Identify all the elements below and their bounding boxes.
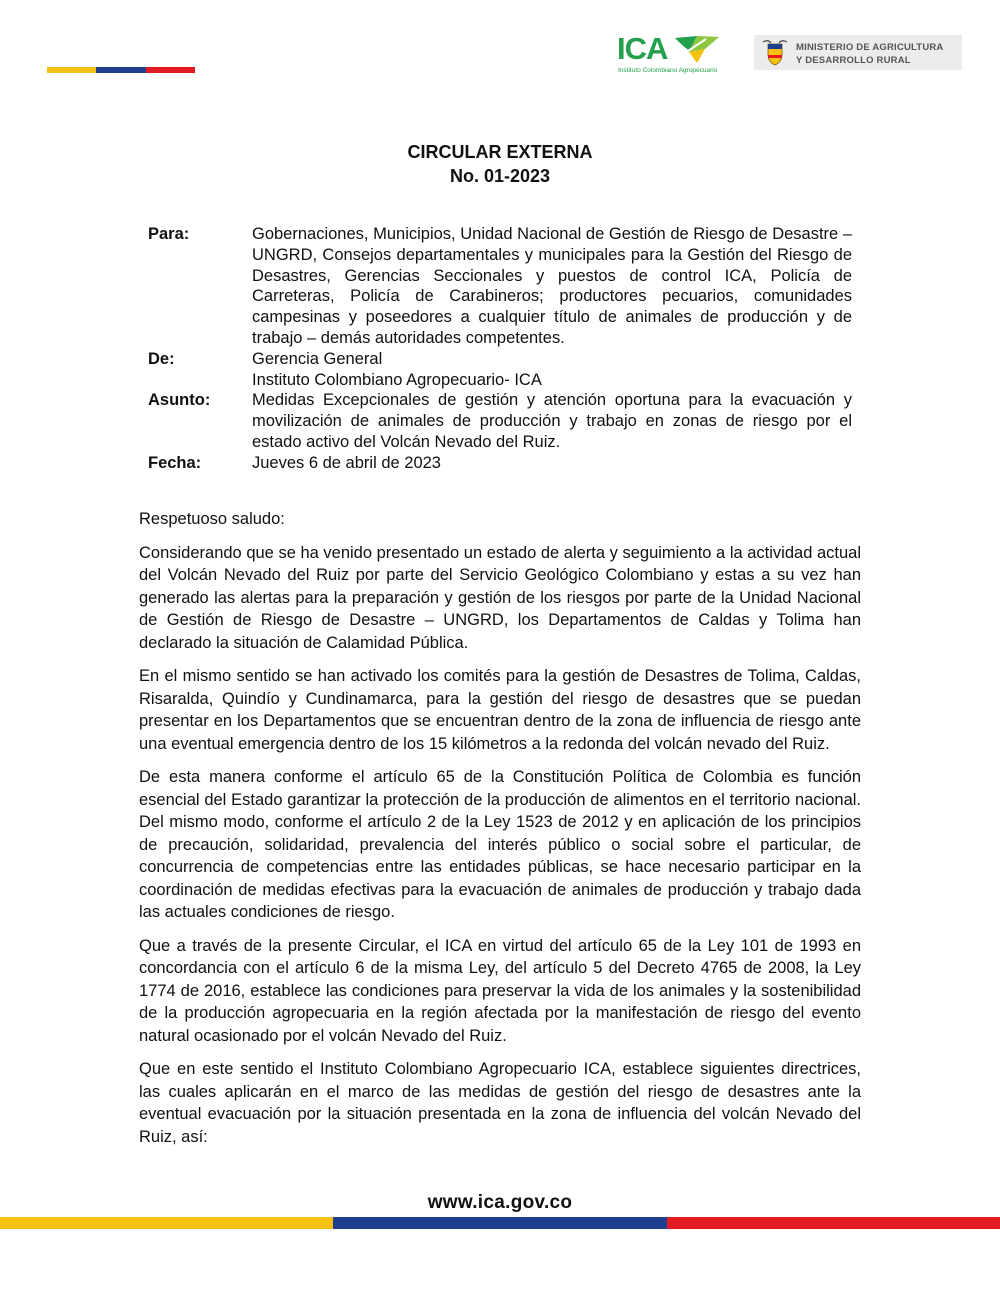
stripe-yellow: [47, 67, 96, 73]
ministry-name-line2: Y DESARROLLO RURAL: [796, 55, 911, 66]
paragraph-3: De esta manera conforme el artículo 65 de la Constitución Política de Colombia es función esencial del Estado garantizar la protección de la producción de alimentos en el territorio nacional. Del mismo modo, conforme el artículo 2 de la Ley 1523 de 2012 y en aplicación de los principios de precaución, solidaridad, prevalencia del interés público o social sobre el particular, de concurrencia de competencias entre las entidades públicas, se hace necesario participar en la coordinación de medidas efectivas para la evacuación de animales de producción y trabajo dada las actuales condiciones de riesgo.: [139, 768, 861, 921]
ministry-name-line1: MINISTERIO DE AGRICULTURA: [796, 42, 944, 53]
ica-logo: [617, 32, 721, 76]
header-row-de: [148, 349, 852, 391]
greeting: Respetuoso saludo:: [139, 510, 285, 528]
de-label: De:: [148, 349, 175, 368]
paragraph-4: Que a través de la presente Circular, el ICA en virtud del artículo 65 de la Ley 101 de 1993 en concordancia con el artículo 6 de la misma Ley, del artículo 5 del Decreto 4765 de 2008, la Ley 1774 de 2016, establece las condiciones para preservar la vida de los animales y la sostenibilidad de la producción agropecuaria en la región afectada por la manifestación de riesgo del evento natural ocasionado por el volcán Nevado del Ruiz.: [139, 936, 861, 1045]
ica-wordmark: ICA: [617, 31, 668, 66]
circular-header: [148, 224, 852, 474]
fecha-label: Fecha:: [148, 453, 202, 472]
letter-body: [139, 508, 861, 1159]
para-value: Gobernaciones, Municipios, Unidad Nacional de Gestión de Riesgo de Desastre – UNGRD, Consejos departamentales y municipales para la Gestión del Riesgo de Desastres, Gerencias Seccionales y puestos de control ICA, Policía de Carreteras, Policía de Carabineros; productores pecuarios, comunidades campesinas y poseedores a cualquier título de animales de producción y de trabajo – demás autoridades competentes.: [252, 225, 852, 347]
header-row-fecha: [148, 453, 852, 474]
header-row-para: [148, 224, 852, 349]
document-title: CIRCULAR EXTERNA: [407, 142, 593, 162]
ica-leaf-icon: [675, 35, 721, 65]
asunto-label: Asunto:: [148, 391, 211, 410]
header-row-asunto: [148, 390, 852, 452]
stripe-red: [667, 1217, 1000, 1229]
stripe-yellow: [0, 1217, 333, 1229]
stripe-blue: [96, 67, 145, 73]
paragraph-2: En el mismo sentido se han activado los comités para la gestión de Desastres de Tolima, Caldas, Risaralda, Quindío y Cundinamarca, para la gestión del riesgo de desastres que se puedan presentar en los Departamentos que se encuentran dentro de la zona de influencia de riesgo ante una eventual emergencia dentro de los 15 kilómetros a la redonda del volcán nevado del Ruiz.: [139, 667, 861, 753]
paragraph-5: Que en este sentido el Instituto Colombiano Agropecuario ICA, establece siguientes directrices, las cuales aplicarán en el marco de las medidas de gestión del riesgo de desastres ante la eventual evacuación por la situación presentada en la zona de influencia del volcán Nevado del Ruiz, así:: [139, 1060, 861, 1146]
ministry-logo: [754, 35, 962, 70]
paragraph-1: Considerando que se ha venido presentado un estado de alerta y seguimiento a la actividad actual del Volcán Nevado del Ruiz por parte del Servicio Geológico Colombiano y estas a su vez han generado las alertas para la preparación y gestión de los riesgos por parte de la Unidad Nacional de Gestión de Riesgo de Desastre – UNGRD, los Departamentos de Caldas y Tolima han declarado la situación de Calamidad Pública.: [139, 543, 861, 652]
footer-website: www.ica.gov.co: [427, 1192, 573, 1213]
asunto-value: Medidas Excepcionales de gestión y atención oportuna para la evacuación y movilización de animales de producción y trabajo en zonas de riesgo por el estado activo del Volcán Nevado del Ruiz.: [252, 391, 852, 451]
stripe-red: [146, 67, 195, 73]
top-flag-stripe: [47, 67, 195, 73]
stripe-blue: [333, 1217, 666, 1229]
de-value-line1: Gerencia General: [252, 349, 383, 368]
de-value-line2: Instituto Colombiano Agropecuario- ICA: [252, 370, 542, 389]
colombia-coat-of-arms-icon: [760, 38, 790, 68]
para-label: Para:: [148, 225, 190, 243]
document-number: No. 01-2023: [449, 166, 551, 186]
ica-tagline: Instituto Colombiano Agropecuario: [618, 67, 718, 74]
fecha-value: Jueves 6 de abril de 2023: [252, 453, 441, 472]
bottom-flag-stripe: [0, 1217, 1000, 1229]
